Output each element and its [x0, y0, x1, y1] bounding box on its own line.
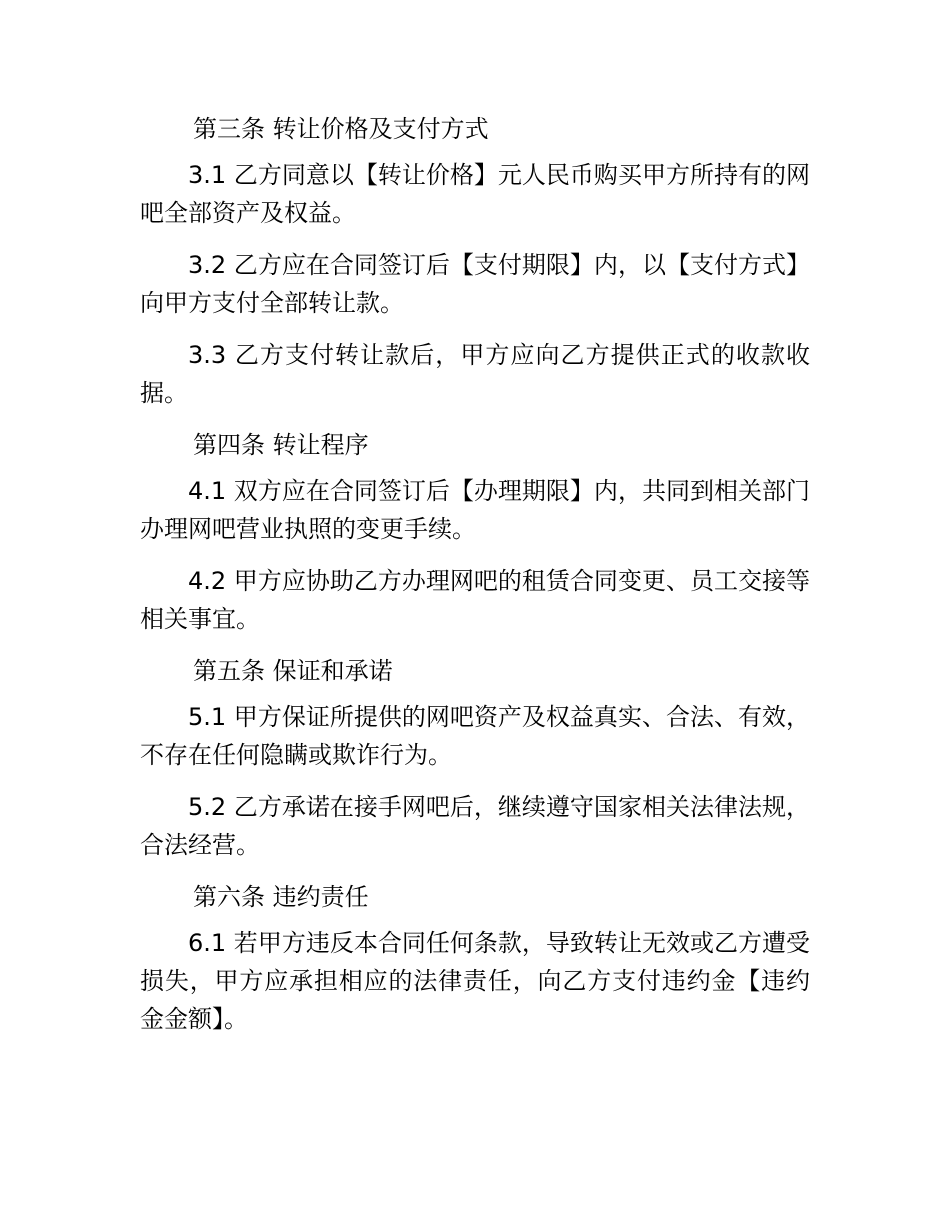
document-body — [140, 110, 810, 1052]
section-heading-5: 第五条 保证和承诺 — [193, 657, 393, 685]
clause-3-2: 3.2 乙方应在合同签订后【支付期限】内，以【支付方式】向甲方支付全部转让款。 — [140, 251, 810, 317]
clause-6-1: 6.1 若甲方违反本合同任何条款，导致转让无效或乙方遭受损失，甲方应承担相应的法律责任，向乙方支付违约金【违约金金额】。 — [140, 929, 810, 1033]
section-heading-3: 第三条 转让价格及支付方式 — [193, 115, 489, 143]
clause-3-1: 3.1 乙方同意以【转让价格】元人民币购买甲方所持有的网吧全部资产及权益。 — [140, 161, 810, 227]
section-heading-4: 第四条 转让程序 — [193, 431, 369, 459]
clause-5-1: 5.1 甲方保证所提供的网吧资产及权益真实、合法、有效，不存在任何隐瞒或欺诈行为。 — [140, 703, 810, 769]
section-heading-6: 第六条 违约责任 — [193, 883, 369, 911]
clause-4-2: 4.2 甲方应协助乙方办理网吧的租赁合同变更、员工交接等相关事宜。 — [140, 567, 810, 633]
clause-4-1: 4.1 双方应在合同签订后【办理期限】内，共同到相关部门办理网吧营业执照的变更手续。 — [140, 477, 810, 543]
clause-3-3: 3.3 乙方支付转让款后，甲方应向乙方提供正式的收款收据。 — [140, 341, 810, 407]
clause-5-2: 5.2 乙方承诺在接手网吧后，继续遵守国家相关法律法规，合法经营。 — [140, 793, 810, 859]
